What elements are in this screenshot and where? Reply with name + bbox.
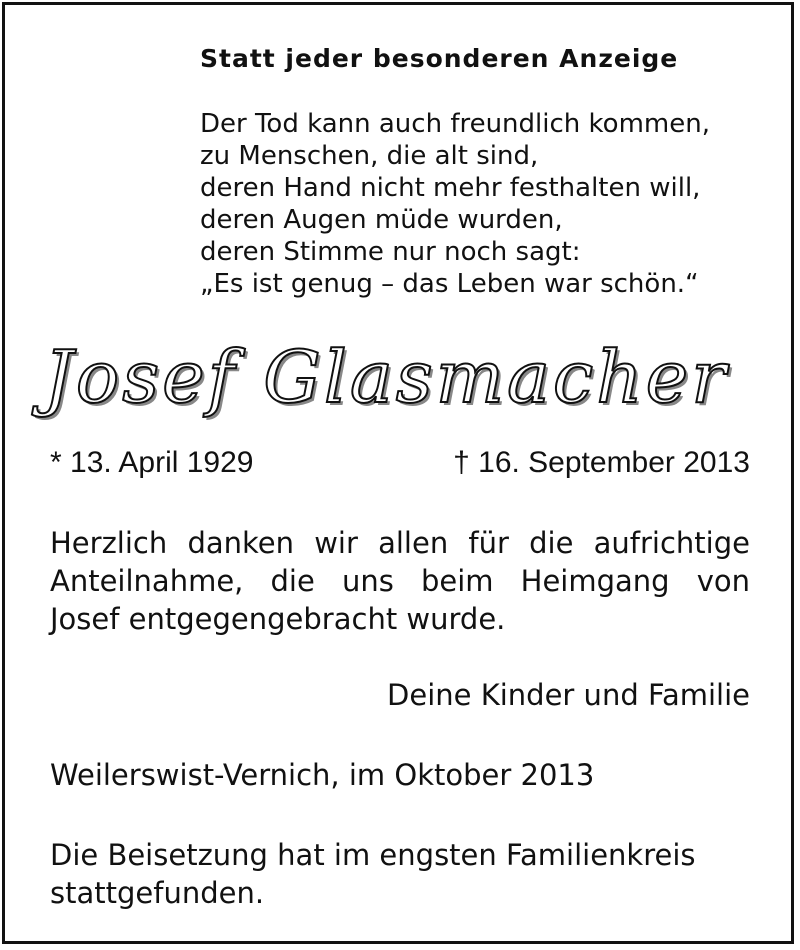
thanks-line: Josef entgegengebracht wurde. — [50, 602, 506, 636]
place-date: Weilerswist-Vernich, im Oktober 2013 — [50, 758, 595, 792]
poem-line: deren Hand nicht mehr festhalten will, — [200, 173, 701, 203]
thanks-line: Herzlich danken wir allen für die aufrichtige — [50, 526, 750, 560]
burial-line: stattgefunden. — [50, 876, 265, 910]
poem-line: deren Stimme nur noch sagt: — [200, 237, 581, 267]
burial-note — [50, 836, 696, 912]
poem-line: Der Tod kann auch freundlich kommen, — [200, 109, 710, 139]
signature: Deine Kinder und Familie — [387, 678, 750, 712]
burial-line: Die Beisetzung hat im engsten Familienkreis — [50, 838, 696, 872]
thanks-paragraph — [50, 524, 750, 638]
notice-header: Statt jeder besonderen Anzeige — [200, 44, 679, 73]
birth-date: * 13. April 1929 — [50, 446, 254, 479]
thanks-line: Anteilnahme, die uns beim Heimgang von — [50, 564, 750, 598]
poem-line: „Es ist genug – das Leben war schön.“ — [200, 269, 699, 299]
death-date: † 16. September 2013 — [453, 446, 750, 479]
deceased-name: Josef Glasmacher — [44, 335, 729, 419]
poem — [200, 108, 710, 300]
poem-line: zu Menschen, die alt sind, — [200, 141, 539, 171]
poem-line: deren Augen müde wurden, — [200, 205, 563, 235]
